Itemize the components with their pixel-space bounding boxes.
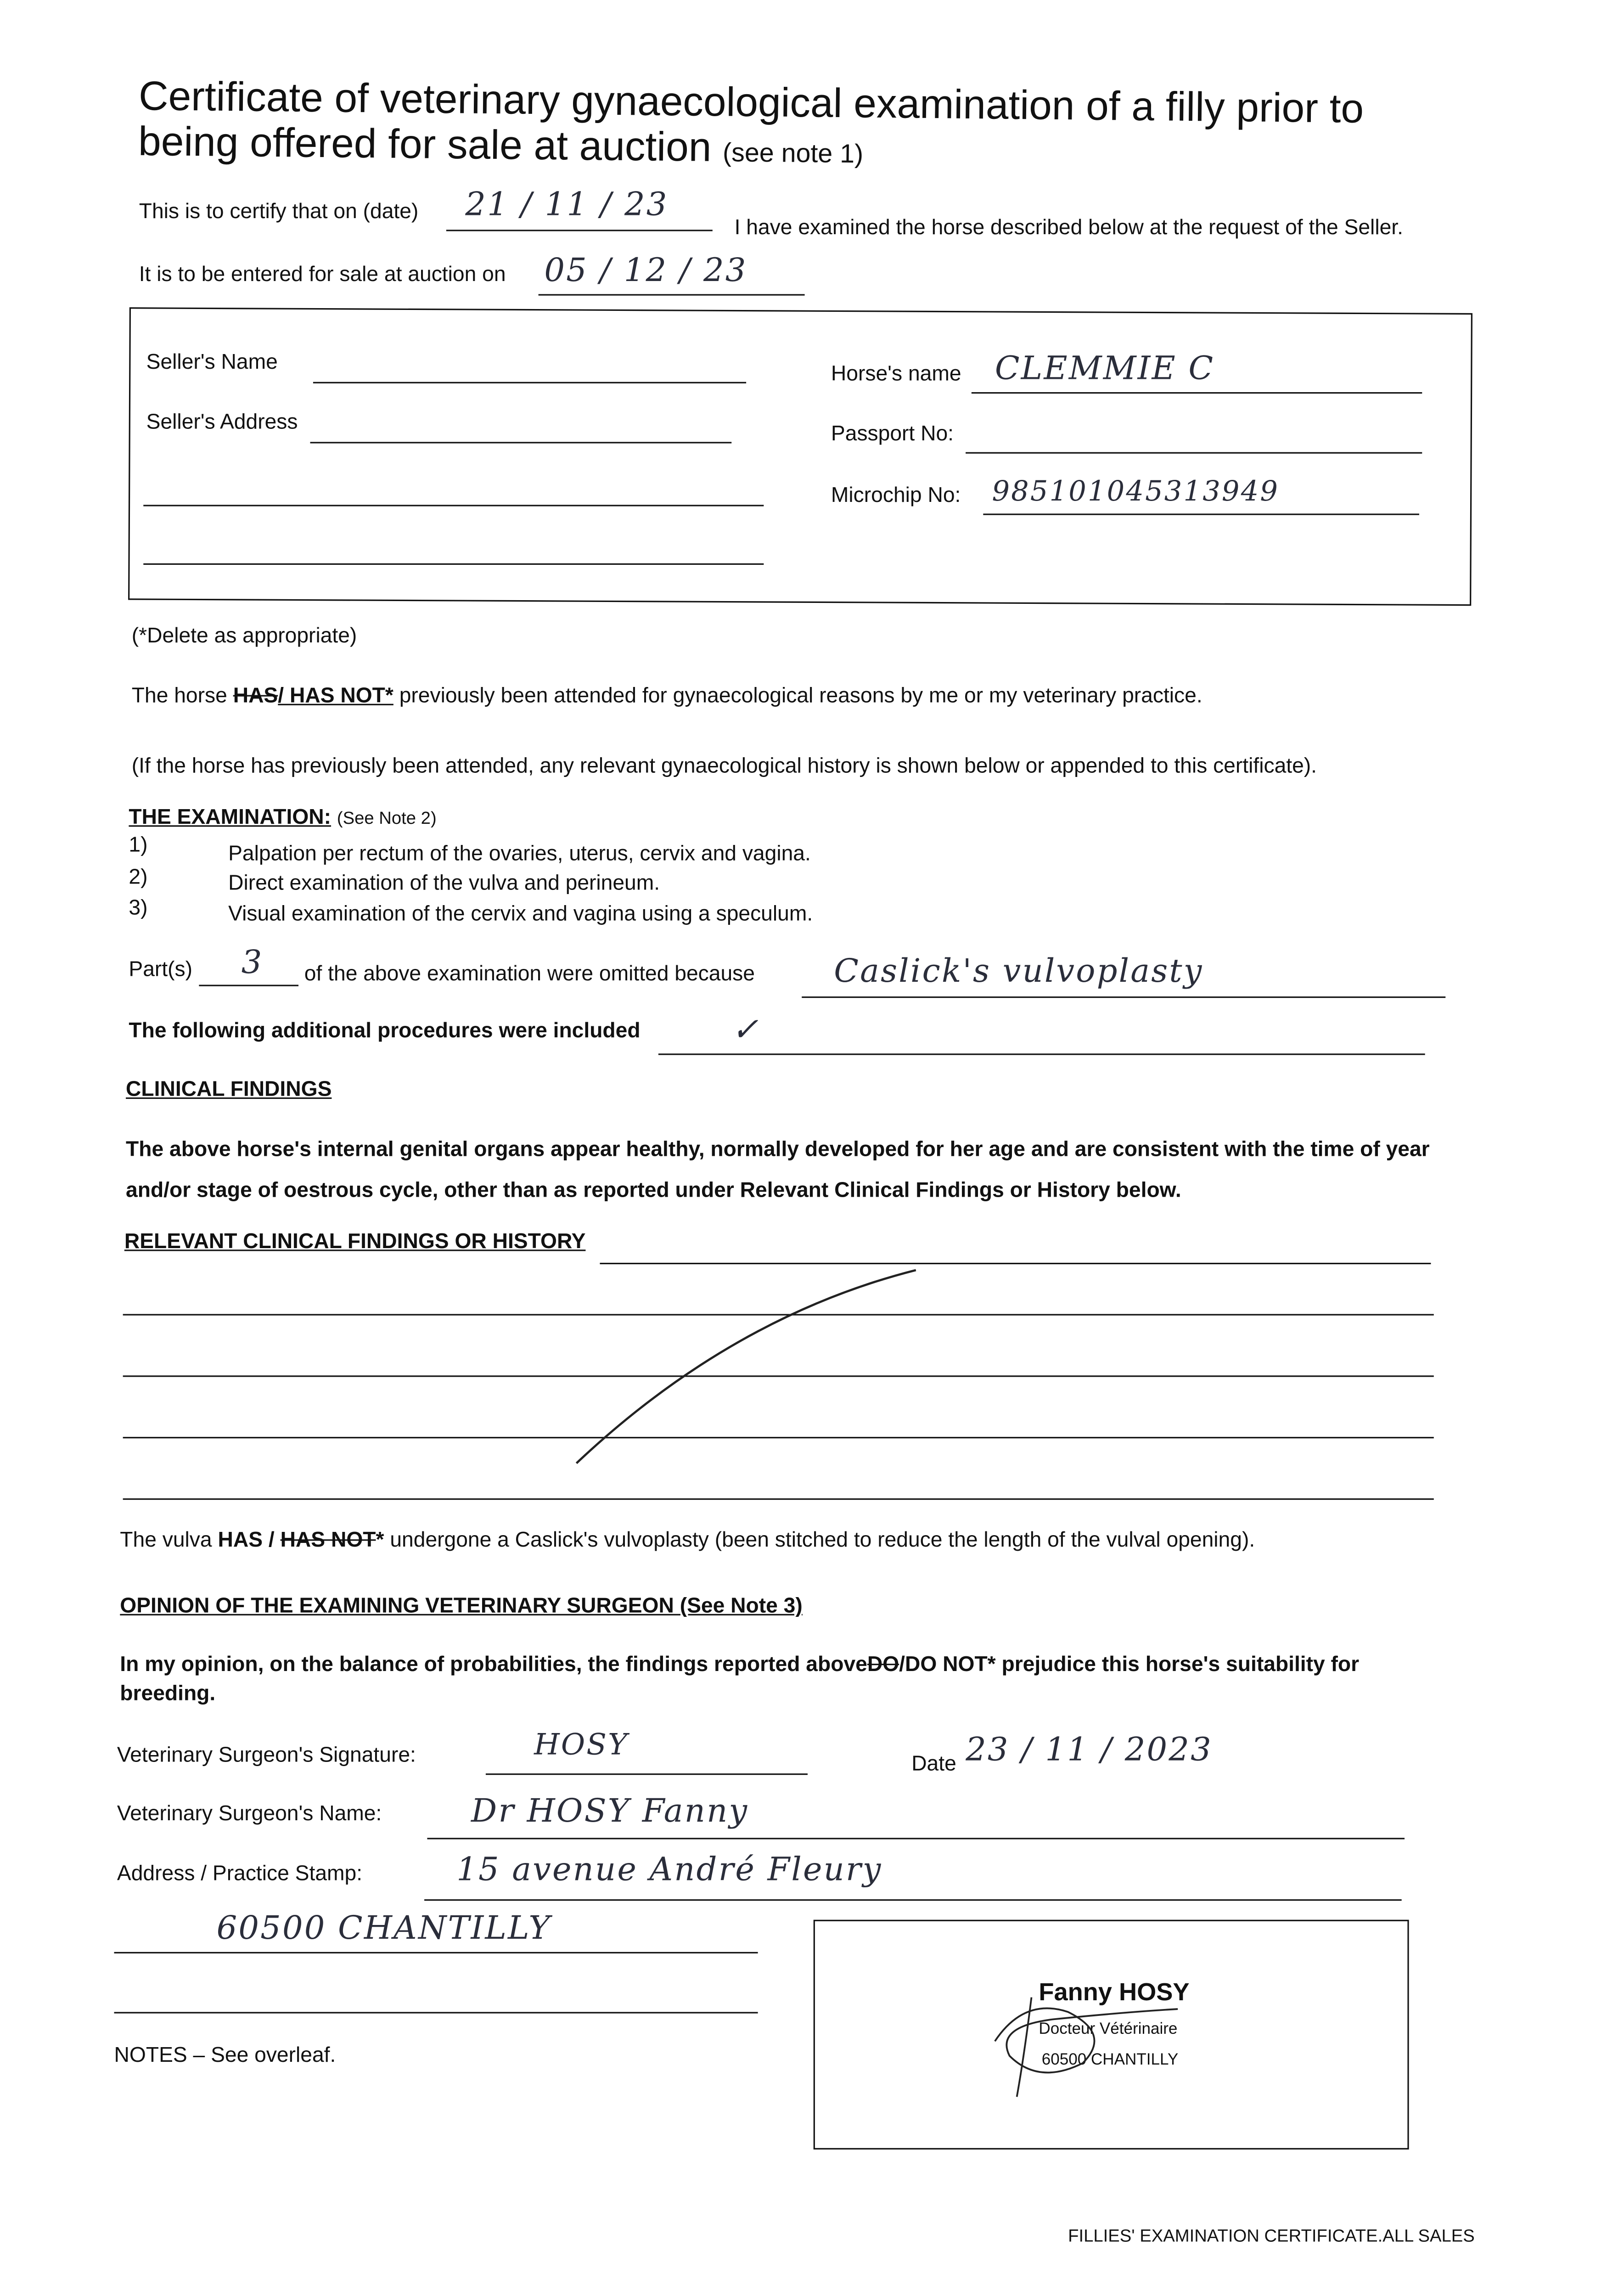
exam-item: Direct examination of the vulva and perineum.	[228, 872, 660, 896]
opinion-heading: OPINION OF THE EXAMINING VETERINARY SURGEON (See Note 3)	[120, 1595, 803, 1619]
additional-label: The following additional procedures were included	[129, 1019, 641, 1043]
exam-item-number: 1)	[129, 834, 148, 858]
auction-label: It is to be entered for sale at auction on	[139, 263, 506, 287]
delete-note: (*Delete as appropriate)	[131, 625, 357, 648]
signature-date[interactable]: 23 / 11 / 2023	[966, 1732, 1213, 1769]
omitted-reason[interactable]: Caslick's vulvoplasty	[834, 954, 1203, 991]
attended-statement: The horse HAS/ HAS NOT* previously been attended for gynaecological reasons by me or my veterinary practice.	[131, 685, 1203, 709]
vet-name-label: Veterinary Surgeon's Name:	[117, 1802, 382, 1826]
address-line-1[interactable]: 15 avenue André Fleury	[456, 1852, 882, 1889]
seller-name-label: Seller's Name	[146, 351, 278, 375]
relevant-heading: RELEVANT CLINICAL FINDINGS OR HISTORY	[124, 1230, 586, 1254]
signature-label: Veterinary Surgeon's Signature:	[117, 1744, 416, 1768]
exam-item: Palpation per rectum of the ovaries, uterus, cervix and vagina.	[228, 843, 811, 867]
seller-name-field[interactable]	[313, 382, 746, 383]
seller-address-label: Seller's Address	[146, 411, 298, 435]
horse-details-box	[128, 307, 1472, 606]
date-label: Date	[911, 1753, 956, 1777]
exam-heading: THE EXAMINATION: (See Note 2)	[129, 806, 437, 830]
history-note: (If the horse has previously been attended, any relevant gynaecological history is shown below or appended to this certificate).	[131, 755, 1317, 779]
passport-label: Passport No:	[831, 422, 954, 446]
additional-value[interactable]: ✓	[731, 1013, 760, 1049]
microchip-label: Microchip No:	[831, 484, 961, 508]
microchip-number[interactable]: 985101045313949	[992, 475, 1280, 508]
address-label: Address / Practice Stamp:	[117, 1863, 363, 1886]
seller-address-field[interactable]	[310, 442, 732, 443]
page-title: Certificate of veterinary gynaecological examination of a filly prior to being offered for sale at auction (see note 1)	[138, 73, 1364, 170]
exam-item: Visual examination of the cervix and vagina using a speculum.	[228, 903, 813, 927]
signature[interactable]: HOSY	[534, 1727, 629, 1762]
certify-suffix: I have examined the horse described below at the request of the Seller.	[734, 216, 1404, 240]
auction-date[interactable]: 05 / 12 / 23	[544, 253, 747, 290]
vulva-statement: The vulva HAS / HAS NOT* undergone a Caslick's vulvoplasty (been stitched to reduce the length of the vulval opening).	[120, 1529, 1255, 1553]
footer-label: FILLIES' EXAMINATION CERTIFICATE.ALL SALES	[1068, 2225, 1475, 2246]
passport-field[interactable]	[966, 452, 1422, 454]
clinical-text: and/or stage of oestrous cycle, other than as reported under Relevant Clinical Findings or History below.	[126, 1179, 1181, 1203]
exam-date[interactable]: 21 / 11 / 23	[465, 187, 669, 224]
exam-item-number: 3)	[129, 897, 148, 921]
stamp-city: 60500 CHANTILLY	[1041, 2051, 1179, 2069]
omitted-label: of the above examination were omitted because	[304, 962, 755, 986]
certify-label: This is to certify that on (date)	[139, 200, 419, 224]
parts-label: Part(s)	[129, 958, 193, 982]
stamp-signature-scribble	[980, 1983, 1185, 2100]
opinion-text: breeding.	[120, 1683, 216, 1706]
clinical-heading: CLINICAL FINDINGS	[126, 1078, 332, 1102]
clinical-text: The above horse's internal genital organs appear healthy, normally developed for her age and are consistent with the time of year	[126, 1138, 1430, 1162]
notes-reference: NOTES – See overleaf.	[114, 2044, 336, 2068]
opinion-text: In my opinion, on the balance of probabilities, the findings reported aboveDO/DO NOT* prejudice this horse's suitability for	[120, 1653, 1360, 1677]
horse-name[interactable]: CLEMMIE C	[995, 351, 1215, 388]
horse-name-label: Horse's name	[831, 363, 961, 387]
stamp-name: Fanny HOSY	[1039, 1978, 1190, 2006]
exam-item-number: 2)	[129, 866, 148, 890]
omitted-part[interactable]: 3	[241, 945, 264, 982]
cross-out-stroke	[556, 1258, 936, 1478]
stamp-title: Docteur Vétérinaire	[1039, 2020, 1178, 2038]
address-line-2[interactable]: 60500 CHANTILLY	[216, 1911, 551, 1948]
vet-name[interactable]: Dr HOSY Fanny	[471, 1794, 749, 1831]
